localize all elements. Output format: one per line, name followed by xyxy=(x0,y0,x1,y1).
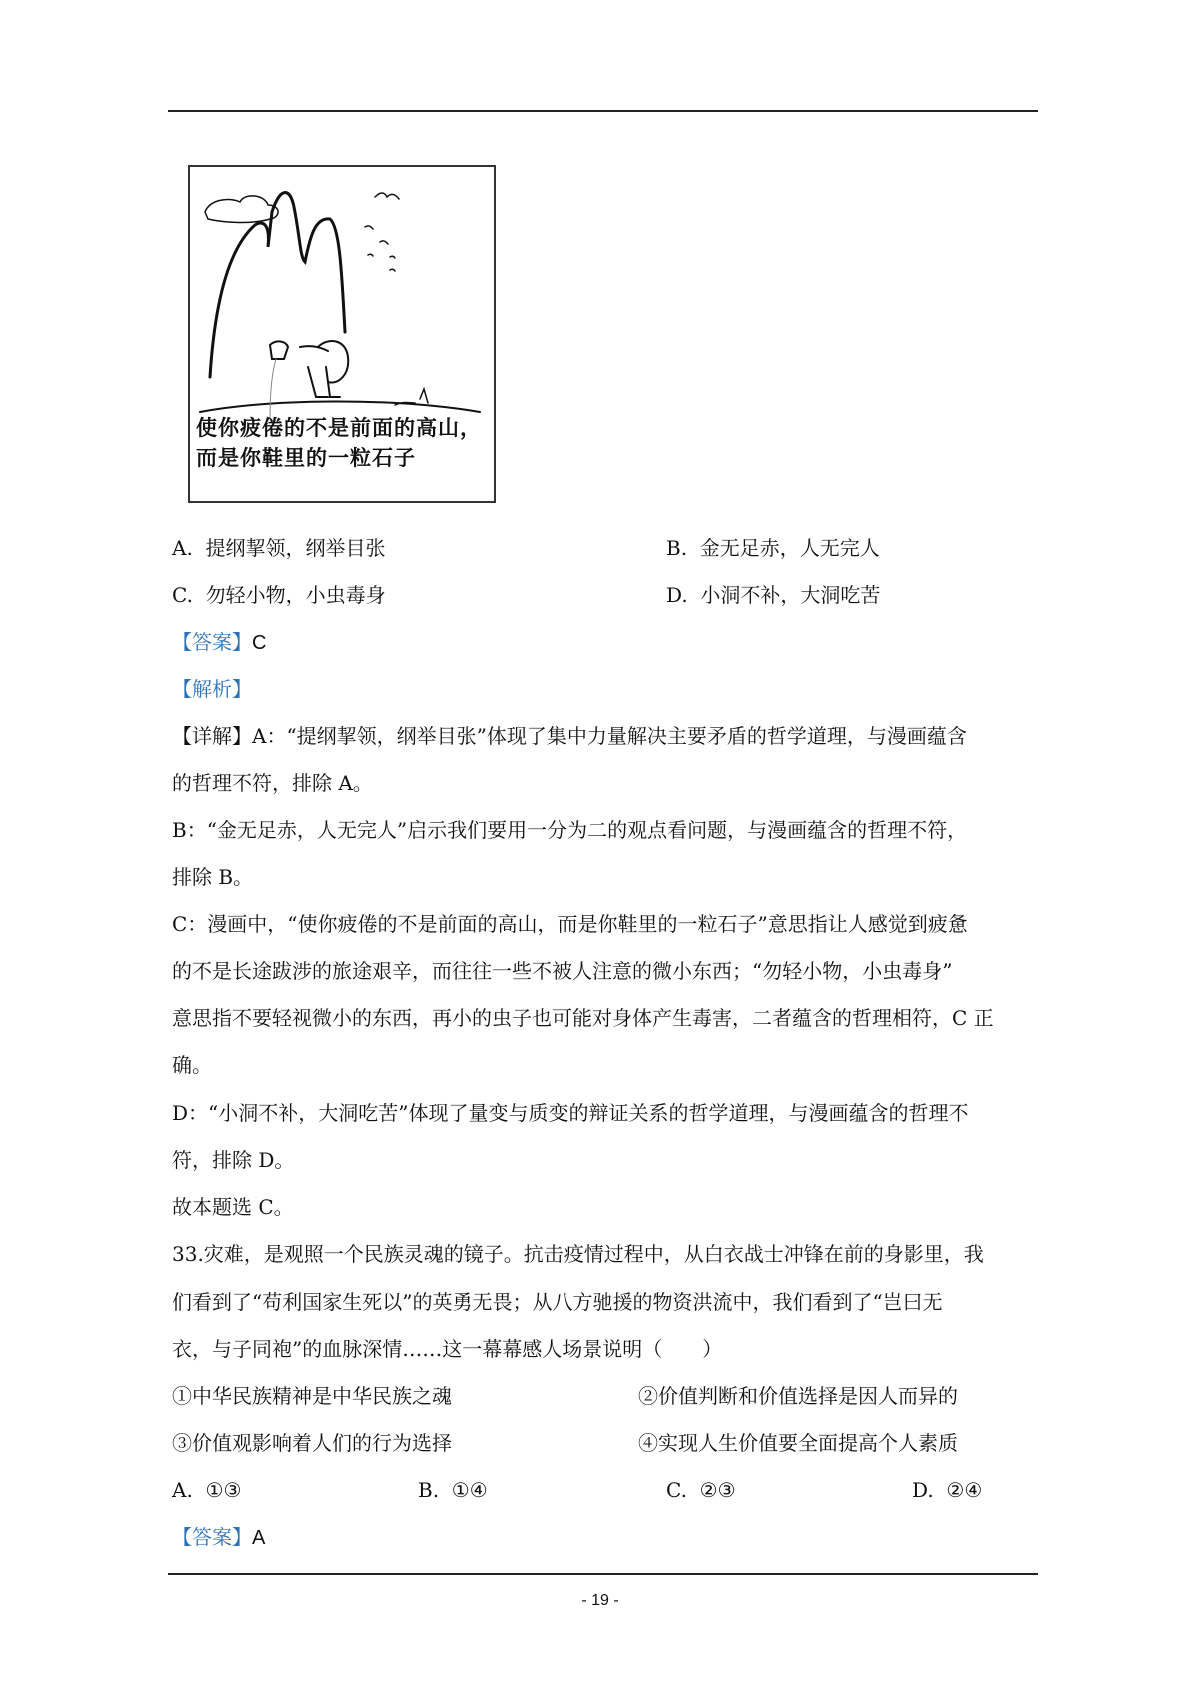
q32-answer: 【答案】C xyxy=(172,630,267,654)
explanation-line: 的哲理不符，排除 A。 xyxy=(172,771,373,795)
explanation-line: 符，排除 D。 xyxy=(172,1148,295,1172)
explanation-line: 的不是长途跋涉的旅途艰辛，而往往一些不被人注意的微小东西；“勿轻小物，小虫毒身” xyxy=(172,959,953,983)
header-rule xyxy=(168,110,1038,112)
cartoon-drawing xyxy=(190,167,494,427)
explanation-line: 故本题选 C。 xyxy=(172,1195,294,1219)
q32-option-a: A. 提纲挈领，纲举目张 xyxy=(172,536,386,560)
q32-option-b: B. 金无足赤，人无完人 xyxy=(666,536,880,560)
cartoon-caption-line: 而是你鞋里的一粒石子 xyxy=(196,445,416,470)
cartoon-caption-line: 使你疲倦的不是前面的高山， xyxy=(196,415,482,440)
cartoon-image xyxy=(188,165,496,503)
explanation-line: B：“金无足赤，人无完人”启示我们要用一分为二的观点看问题，与漫画蕴含的哲理不符， xyxy=(172,818,968,842)
q33-answer: 【答案】A xyxy=(172,1525,266,1549)
explanation-line: 排除 B。 xyxy=(172,865,254,889)
q33-option-d: D. ②④ xyxy=(912,1478,983,1502)
explanation-line: 意思指不要轻视微小的东西，再小的虫子也可能对身体产生毒害，二者蕴含的哲理相符，C 正 xyxy=(172,1006,994,1030)
q33-option-c: C. ②③ xyxy=(666,1478,736,1502)
q32-option-c: C. 勿轻小物，小虫毒身 xyxy=(172,583,386,607)
q33-stem-line: 衣，与子同袍”的血脉深情……这一幕幕感人场景说明（ ） xyxy=(172,1337,723,1361)
q33-option-b: B. ①④ xyxy=(418,1478,488,1502)
explanation-line: 确。 xyxy=(172,1053,212,1077)
q33-statement-4: ④实现人生价值要全面提高个人素质 xyxy=(638,1431,958,1455)
q32-analysis-tag: 【解析】 xyxy=(172,677,252,701)
q33-stem-line: 33.灾难，是观照一个民族灵魂的镜子。抗击疫情过程中，从白衣战士冲锋在前的身影里，我 xyxy=(172,1242,984,1266)
explanation-line: 【详解】A：“提纲挈领，纲举目张”体现了集中力量解决主要矛盾的哲学道理，与漫画蕴含 xyxy=(172,724,967,748)
q33-statement-3: ③价值观影响着人们的行为选择 xyxy=(172,1431,452,1455)
q33-statement-2: ②价值判断和价值选择是因人而异的 xyxy=(638,1384,958,1408)
explanation-line: C：漫画中，“使你疲倦的不是前面的高山，而是你鞋里的一粒石子”意思指让人感觉到疲惫 xyxy=(172,912,968,936)
footer-rule xyxy=(168,1573,1038,1575)
explanation-line: D：“小洞不补，大洞吃苦”体现了量变与质变的辩证关系的哲学道理，与漫画蕴含的哲理不 xyxy=(172,1101,969,1125)
page-number: - 19 - xyxy=(581,1592,619,1609)
q33-statement-1: ①中华民族精神是中华民族之魂 xyxy=(172,1384,452,1408)
q33-option-a: A. ①③ xyxy=(172,1478,242,1502)
q33-stem-line: 们看到了“苟利国家生死以”的英勇无畏；从八方驰援的物资洪流中，我们看到了“岂曰无 xyxy=(172,1290,943,1314)
q32-option-d: D. 小洞不补，大洞吃苦 xyxy=(666,583,881,607)
